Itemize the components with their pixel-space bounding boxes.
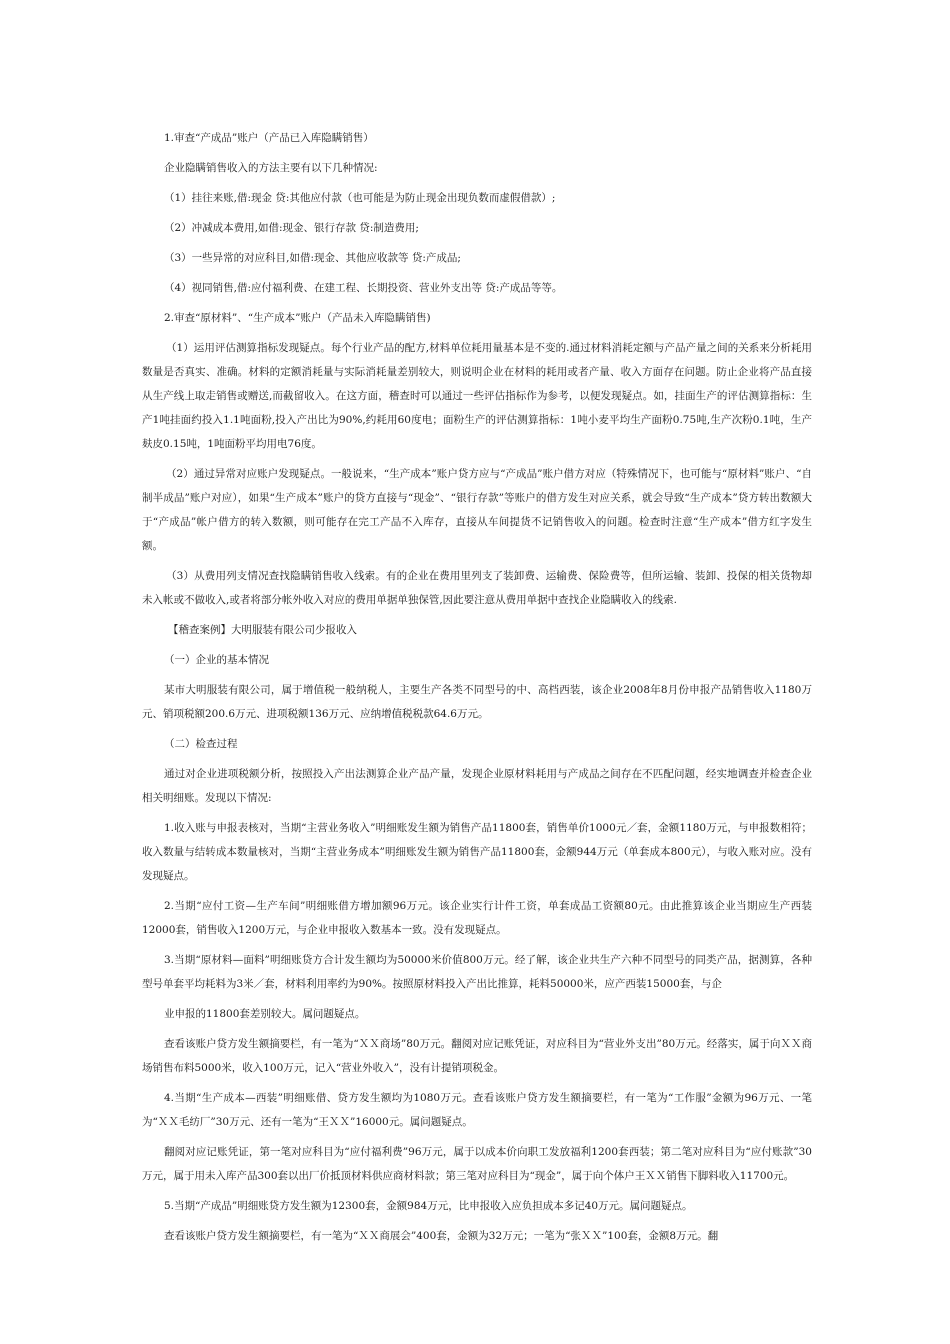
finding-3-detail: 查看该账户贷方发生额摘要栏，有一笔为“ＸＸ商场”80万元。翻阅对应记账凭证，对应科目为“营业外支出”80万元。经落实，属于向ＸＸ商场销售布料5000米，收入100万元，记入“营业外收入”，没有计提销项税金。	[142, 1038, 812, 1074]
list-item-1: （1）挂往来账,借:现金 贷:其他应付款（也可能是为防止现金出现负数而虚假借款）;	[164, 192, 556, 204]
section-company-basics: （一）企业的基本情况	[164, 654, 269, 666]
finding-4-detail: 翻阅对应记账凭证，第一笔对应科目为“应付福利费”96万元，属于以成本价向职工发放福利1200套西装；第二笔对应科目为“应付账款”30万元，属于用未入库产品300套以出厂价抵顶材料供应商材料款；第三笔对应科目为“现金”，属于向个体户王ＸＸ销售下脚料收入11700元。	[142, 1146, 812, 1182]
finding-1: 1.收入账与申报表核对，当期“主营业务收入”明细账发生额为销售产品11800套，销售单价1000元／套，金额1180万元，与申报数相符；收入数量与结转成本数量核对，当期“主营业务成本”明细账发生额为销售产品11800套，金额944万元（单套成本800元），与收入账对应。没有发现疑点。	[142, 822, 812, 882]
finding-5-detail: 查看该账户贷方发生额摘要栏，有一笔为“ＸＸ商展会”400套，金额为32万元；一笔为“张ＸＸ”100套，金额8万元。翻	[164, 1230, 719, 1242]
finding-4: 4.当期“生产成本—西装”明细账借、贷方发生额均为1080万元。查看该账户贷方发生额摘要栏，有一笔为“工作服”金额为96万元、一笔为“ＸＸ毛纺厂”30万元、还有一笔为“王ＸＸ”16000元。属问题疑点。	[142, 1092, 812, 1128]
list-item-3: （3）一些异常的对应科目,如借:现金、其他应收款等 贷:产成品;	[164, 252, 461, 264]
paragraph-company-info: 某市大明服装有限公司，属于增值税一般纳税人，主要生产各类不同型号的中、高档西装，该企业2008年8月份申报产品销售收入1180万元、销项税额200.6万元、进项税额136万元、应纳增值税税款64.6万元。	[142, 684, 812, 720]
section-inspection-process: （二）检查过程	[164, 738, 238, 750]
paragraph-inspection-intro: 通过对企业进项税额分析，按照投入产出法测算企业产品产量，发现企业原材料耗用与产成品之间存在不匹配问题，经实地调查并检查企业相关明细账。发现以下情况:	[142, 768, 812, 804]
list-item-4: （4）视同销售,借:应付福利费、在建工程、长期投资、营业外支出等 贷:产成品等等。	[164, 282, 563, 294]
finding-5: 5.当期“产成品”明细账贷方发生额为12300套，金额984万元，比申报收入应负担成本多记40万元。属问题疑点。	[164, 1200, 693, 1212]
finding-2: 2.当期“应付工资—生产车间”明细账借方增加额96万元。该企业实行计件工资，单套成品工资额80元。由此推算该企业当期应生产西装12000套，销售收入1200万元，与企业申报收入数基本一致。没有发现疑点。	[142, 900, 812, 936]
heading-finished-goods-audit: 1.审查“产成品”账户（产品已入库隐瞒销售）	[164, 132, 374, 144]
finding-3-continued: 业申报的11800套差别较大。属问题疑点。	[164, 1008, 366, 1020]
document-page	[142, 126, 812, 1254]
finding-3: 3.当期“原材料—面料”明细账贷方合计发生额均为50000米价值800万元。经了解，该企业共生产六种不同型号的同类产品，据测算，各种型号单套平均耗料为3米／套，材料利用率约为90%。按照原材料投入产出比推算，耗料50000米，应产西装15000套，与企	[142, 954, 812, 990]
heading-raw-materials-audit: 2.审查“原材料”、“生产成本”账户（产品未入库隐瞒销售)	[164, 312, 431, 324]
paragraph-expense-clues: （3）从费用列支情况查找隐瞒销售收入线索。有的企业在费用里列支了装卸费、运输费、保险费等，但所运输、装卸、投保的相关货物却未入帐或不做收入,或者将部分帐外收入对应的费用单据单独保管,因此要注意从费用单据中查找企业隐瞒收入的线索.	[142, 570, 812, 606]
paragraph-evaluation-indicators: （1）运用评估测算指标发现疑点。每个行业产品的配方,材料单位耗用量基本是不变的.通过材料消耗定额与产品产量之间的关系来分析耗用数量是否真实、准确。材料的定额消耗量与实际消耗量差别较大，则说明企业在材料的耗用或者产量、收入方面存在问题。防止企业将产品直接从生产线上取走销售或赠送,而截留收入。在这方面，稽查时可以通过一些评估指标作为参考，以便发现疑点。如，挂面生产的评估测算指标：生产1吨挂面约投入1.1吨面粉,投入产出比为90%,约耗用60度电；面粉生产的评估测算指标：1吨小麦平均生产面粉0.75吨,生产次粉0.1吨，生产麸皮0.15吨，1吨面粉平均用电76度。	[142, 342, 812, 450]
case-title: 【稽查案例】大明服装有限公司少报收入	[168, 624, 357, 636]
paragraph-abnormal-accounts: （2）通过异常对应账户发现疑点。一般说来，“生产成本”账户贷方应与“产成品”账户借方对应（特殊情况下，也可能与“原材料”账户、“自制半成品”账户对应），如果“生产成本”账户的贷方直接与“现金”、“银行存款”等账户的借方发生对应关系，就会导致“生产成本”贷方转出数额大于“产成品”帐户借方的转入数额，则可能存在完工产品不入库存，直接从车间提货不记销售收入的问题。检查时注意“生产成本”借方红字发生额。	[142, 468, 812, 552]
paragraph-methods-intro: 企业隐瞒销售收入的方法主要有以下几种情况:	[164, 162, 378, 174]
list-item-2: （2）冲减成本费用,如借:现金、银行存款 贷:制造费用;	[164, 222, 419, 234]
